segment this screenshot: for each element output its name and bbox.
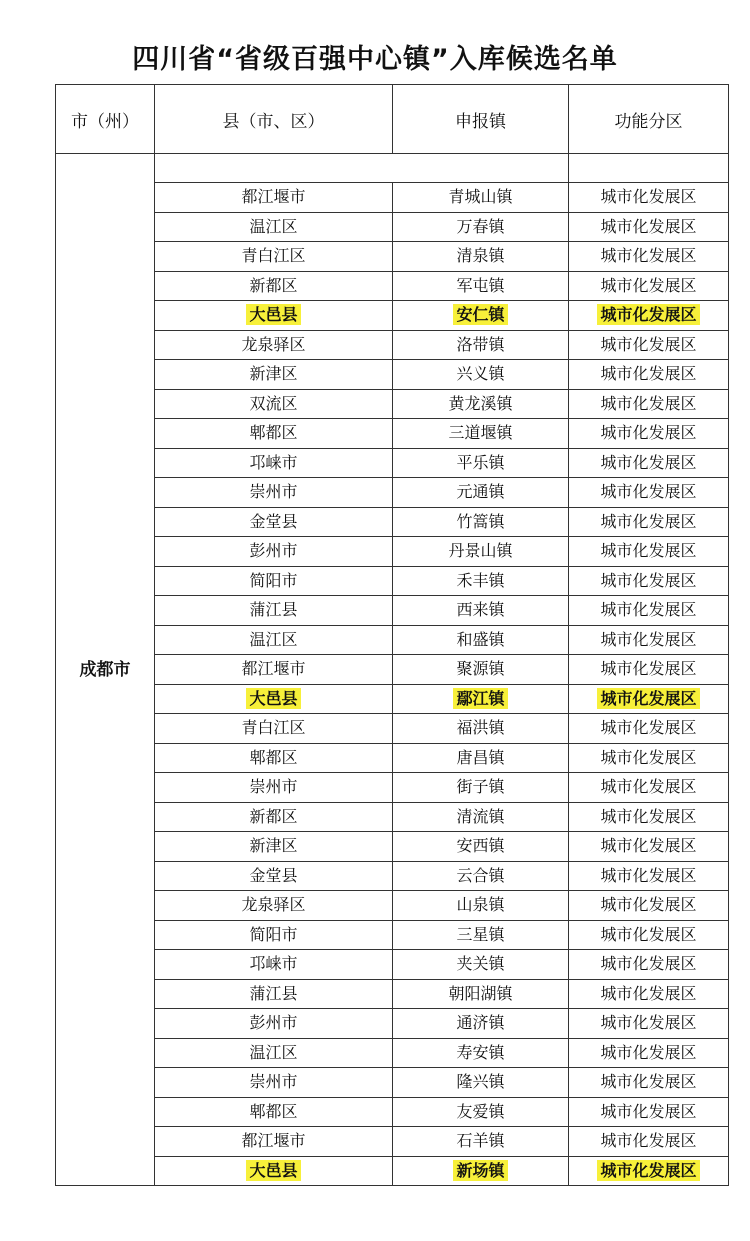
county-cell <box>155 537 393 567</box>
table-row <box>56 714 729 744</box>
blank-cell <box>155 154 569 183</box>
zone-cell <box>569 979 729 1009</box>
zone-cell-text: 城市化发展区 <box>600 600 697 620</box>
header-town: 申报镇 <box>393 85 569 154</box>
county-cell-text: 崇州市 <box>249 1072 298 1092</box>
table-row <box>56 979 729 1009</box>
town-cell-text: 山泉镇 <box>456 895 505 915</box>
zone-cell-text: 城市化发展区 <box>600 482 697 502</box>
zone-cell-text: 城市化发展区 <box>600 334 697 354</box>
county-cell-text: 金堂县 <box>249 511 298 531</box>
town-cell-text: 西来镇 <box>456 600 505 620</box>
zone-cell <box>569 1009 729 1039</box>
town-cell <box>393 1097 569 1127</box>
zone-cell-text: 城市化发展区 <box>600 275 697 295</box>
town-cell <box>393 1068 569 1098</box>
town-cell-text: 寿安镇 <box>456 1042 505 1062</box>
town-cell <box>393 301 569 331</box>
zone-cell <box>569 360 729 390</box>
table-row <box>56 773 729 803</box>
candidate-table <box>55 84 729 1186</box>
zone-cell <box>569 419 729 449</box>
table-row <box>56 1156 729 1186</box>
county-cell-text: 龙泉驿区 <box>241 334 306 354</box>
town-cell-text: 元通镇 <box>456 482 505 502</box>
county-cell <box>155 1156 393 1186</box>
table-row <box>56 891 729 921</box>
zone-cell-text: 城市化发展区 <box>600 983 697 1003</box>
town-cell <box>393 832 569 862</box>
table-row <box>56 330 729 360</box>
town-cell-text: 安仁镇 <box>453 304 507 325</box>
county-cell-text: 新津区 <box>249 836 298 856</box>
zone-cell <box>569 1068 729 1098</box>
county-cell <box>155 507 393 537</box>
town-cell-text: 竹篙镇 <box>456 511 505 531</box>
zone-cell <box>569 1097 729 1127</box>
document-title: 四川省“省级百强中心镇”入库候选名单 <box>132 44 618 75</box>
table-row <box>56 389 729 419</box>
county-cell-text: 郫都区 <box>249 1101 298 1121</box>
zone-cell <box>569 537 729 567</box>
town-cell-text: 云合镇 <box>456 865 505 885</box>
zone-cell-text: 城市化发展区 <box>600 364 697 384</box>
county-cell <box>155 448 393 478</box>
table-row <box>56 655 729 685</box>
table-row <box>56 301 729 331</box>
zone-cell-text: 城市化发展区 <box>597 1160 699 1181</box>
county-cell-text: 双流区 <box>249 393 298 413</box>
county-cell <box>155 301 393 331</box>
county-cell-text: 简阳市 <box>249 570 298 590</box>
town-cell-text: 清泉镇 <box>456 246 505 266</box>
town-cell-text: 隆兴镇 <box>456 1072 505 1092</box>
zone-cell <box>569 684 729 714</box>
town-cell <box>393 330 569 360</box>
county-cell-text: 崇州市 <box>249 777 298 797</box>
county-cell-text: 蒲江县 <box>249 600 298 620</box>
town-cell-text: 兴义镇 <box>456 364 505 384</box>
zone-cell <box>569 1156 729 1186</box>
town-cell <box>393 242 569 272</box>
town-cell-text: 和盛镇 <box>456 629 505 649</box>
zone-cell <box>569 1127 729 1157</box>
town-cell <box>393 950 569 980</box>
zone-cell-text: 城市化发展区 <box>600 452 697 472</box>
town-cell <box>393 861 569 891</box>
town-cell-text: 平乐镇 <box>456 452 505 472</box>
town-cell-text: 丹景山镇 <box>448 541 513 561</box>
zone-cell-text: 城市化发展区 <box>600 777 697 797</box>
town-cell <box>393 979 569 1009</box>
zone-cell-text: 城市化发展区 <box>600 216 697 236</box>
table-row <box>56 566 729 596</box>
header-zone: 功能分区 <box>569 85 729 154</box>
table-row <box>56 271 729 301</box>
table-header-row <box>56 85 729 154</box>
county-cell-text: 郫都区 <box>249 423 298 443</box>
zone-cell-text: 城市化发展区 <box>600 1101 697 1121</box>
town-cell <box>393 478 569 508</box>
zone-cell-text: 城市化发展区 <box>600 1131 697 1151</box>
county-cell <box>155 419 393 449</box>
town-cell <box>393 773 569 803</box>
town-cell <box>393 360 569 390</box>
county-cell <box>155 773 393 803</box>
county-cell <box>155 212 393 242</box>
zone-cell-text: 城市化发展区 <box>597 688 699 709</box>
town-cell-text: 石羊镇 <box>456 1131 505 1151</box>
table-row <box>56 684 729 714</box>
county-cell-text: 新都区 <box>249 806 298 826</box>
zone-cell-text: 城市化发展区 <box>600 806 697 826</box>
table-row <box>56 743 729 773</box>
town-cell-text: 通济镇 <box>456 1013 505 1033</box>
town-cell-text: 青城山镇 <box>448 187 513 207</box>
county-cell <box>155 1127 393 1157</box>
town-cell <box>393 802 569 832</box>
county-cell-text: 青白江区 <box>241 246 306 266</box>
zone-cell <box>569 773 729 803</box>
county-cell <box>155 832 393 862</box>
zone-cell-text: 城市化发展区 <box>600 246 697 266</box>
zone-cell <box>569 1038 729 1068</box>
town-cell <box>393 1009 569 1039</box>
county-cell-text: 蒲江县 <box>249 983 298 1003</box>
county-cell-text: 金堂县 <box>249 865 298 885</box>
zone-cell-text: 城市化发展区 <box>600 511 697 531</box>
table-row <box>56 360 729 390</box>
town-cell <box>393 684 569 714</box>
table-row <box>56 507 729 537</box>
county-cell-text: 都江堰市 <box>241 187 306 207</box>
table-row <box>56 950 729 980</box>
town-cell <box>393 389 569 419</box>
table-row <box>56 537 729 567</box>
county-cell <box>155 271 393 301</box>
zone-cell-text: 城市化发展区 <box>600 1013 697 1033</box>
county-cell <box>155 596 393 626</box>
zone-cell <box>569 301 729 331</box>
zone-cell-text: 城市化发展区 <box>600 718 697 738</box>
town-cell <box>393 714 569 744</box>
town-cell-text: 安西镇 <box>456 836 505 856</box>
town-cell <box>393 507 569 537</box>
zone-cell <box>569 861 729 891</box>
zone-cell <box>569 242 729 272</box>
zone-cell <box>569 743 729 773</box>
county-cell-text: 彭州市 <box>249 541 298 561</box>
zone-cell <box>569 212 729 242</box>
county-cell <box>155 360 393 390</box>
zone-cell-text: 城市化发展区 <box>600 187 697 207</box>
town-cell <box>393 448 569 478</box>
town-cell-text: 街子镇 <box>456 777 505 797</box>
zone-cell <box>569 891 729 921</box>
town-cell <box>393 271 569 301</box>
zone-cell <box>569 566 729 596</box>
zone-cell <box>569 802 729 832</box>
zone-cell <box>569 389 729 419</box>
zone-cell <box>569 271 729 301</box>
zone-cell-text: 城市化发展区 <box>597 304 699 325</box>
county-cell <box>155 1068 393 1098</box>
county-cell <box>155 1009 393 1039</box>
zone-cell <box>569 832 729 862</box>
table-row <box>56 625 729 655</box>
table-row <box>56 832 729 862</box>
zone-cell-text: 城市化发展区 <box>600 629 697 649</box>
town-cell-text: 洛带镇 <box>456 334 505 354</box>
zone-cell <box>569 183 729 213</box>
table-row <box>56 448 729 478</box>
town-cell-text: 鄢江镇 <box>453 688 507 709</box>
county-cell <box>155 891 393 921</box>
zone-cell-text: 城市化发展区 <box>600 541 697 561</box>
zone-cell-text: 城市化发展区 <box>600 924 697 944</box>
table-row <box>56 242 729 272</box>
county-cell <box>155 1038 393 1068</box>
county-cell <box>155 625 393 655</box>
county-cell-text: 都江堰市 <box>241 1131 306 1151</box>
county-cell <box>155 950 393 980</box>
town-cell-text: 友爱镇 <box>456 1101 505 1121</box>
county-cell <box>155 566 393 596</box>
county-cell-text: 大邑县 <box>246 1160 300 1181</box>
table-row <box>56 596 729 626</box>
town-cell-text: 新场镇 <box>453 1160 507 1181</box>
zone-cell-text: 城市化发展区 <box>600 895 697 915</box>
county-cell-text: 都江堰市 <box>241 659 306 679</box>
county-cell-text: 崇州市 <box>249 482 298 502</box>
zone-cell-text: 城市化发展区 <box>600 1072 697 1092</box>
town-cell <box>393 655 569 685</box>
town-cell-text: 唐昌镇 <box>456 747 505 767</box>
county-cell-text: 新都区 <box>249 275 298 295</box>
table-row <box>56 1097 729 1127</box>
county-cell <box>155 714 393 744</box>
zone-cell-text: 城市化发展区 <box>600 836 697 856</box>
zone-cell <box>569 507 729 537</box>
zone-cell-text: 城市化发展区 <box>600 865 697 885</box>
table-row <box>56 1038 729 1068</box>
zone-cell <box>569 478 729 508</box>
town-cell <box>393 566 569 596</box>
zone-cell <box>569 625 729 655</box>
blank-cell <box>569 154 729 183</box>
county-cell <box>155 183 393 213</box>
town-cell <box>393 212 569 242</box>
county-cell <box>155 478 393 508</box>
county-cell <box>155 979 393 1009</box>
town-cell <box>393 183 569 213</box>
town-cell-text: 禾丰镇 <box>456 570 505 590</box>
county-cell-text: 郫都区 <box>249 747 298 767</box>
table-row <box>56 1068 729 1098</box>
county-cell <box>155 743 393 773</box>
town-cell <box>393 596 569 626</box>
county-cell-text: 龙泉驿区 <box>241 895 306 915</box>
county-cell <box>155 389 393 419</box>
zone-cell-text: 城市化发展区 <box>600 423 697 443</box>
town-cell <box>393 920 569 950</box>
county-cell-text: 青白江区 <box>241 718 306 738</box>
zone-cell <box>569 920 729 950</box>
county-cell <box>155 1097 393 1127</box>
zone-cell-text: 城市化发展区 <box>600 659 697 679</box>
zone-cell-text: 城市化发展区 <box>600 1042 697 1062</box>
town-cell-text: 清流镇 <box>456 806 505 826</box>
county-cell <box>155 684 393 714</box>
header-city: 市（州） <box>56 85 155 154</box>
header-county: 县（市、区） <box>155 85 393 154</box>
county-cell-text: 邛崃市 <box>249 954 298 974</box>
county-cell-text: 大邑县 <box>246 304 300 325</box>
table-row <box>56 212 729 242</box>
zone-cell-text: 城市化发展区 <box>600 747 697 767</box>
town-cell <box>393 743 569 773</box>
zone-cell-text: 城市化发展区 <box>600 570 697 590</box>
county-cell-text: 温江区 <box>249 216 298 236</box>
county-cell <box>155 330 393 360</box>
town-cell-text: 福洪镇 <box>456 718 505 738</box>
table-row <box>56 920 729 950</box>
town-cell-text: 军屯镇 <box>456 275 505 295</box>
zone-cell <box>569 714 729 744</box>
county-cell-text: 温江区 <box>249 1042 298 1062</box>
town-cell-text: 三道堰镇 <box>448 423 513 443</box>
county-cell <box>155 861 393 891</box>
county-cell <box>155 802 393 832</box>
town-cell <box>393 1038 569 1068</box>
town-cell <box>393 419 569 449</box>
county-cell-text: 彭州市 <box>249 1013 298 1033</box>
table-row <box>56 419 729 449</box>
town-cell-text: 黄龙溪镇 <box>448 393 513 413</box>
table-row <box>56 183 729 213</box>
county-cell <box>155 655 393 685</box>
city-cell: 成都市 <box>56 154 155 1186</box>
town-cell <box>393 625 569 655</box>
town-cell <box>393 1127 569 1157</box>
town-cell-text: 夹关镇 <box>456 954 505 974</box>
table-row <box>56 861 729 891</box>
table-row <box>56 478 729 508</box>
county-cell-text: 新津区 <box>249 364 298 384</box>
county-cell-text: 邛崃市 <box>249 452 298 472</box>
county-cell-text: 简阳市 <box>249 924 298 944</box>
table-row-blank <box>56 154 729 183</box>
county-cell <box>155 920 393 950</box>
zone-cell <box>569 655 729 685</box>
zone-cell-text: 城市化发展区 <box>600 954 697 974</box>
county-cell-text: 大邑县 <box>246 688 300 709</box>
town-cell <box>393 1156 569 1186</box>
zone-cell <box>569 330 729 360</box>
town-cell-text: 朝阳湖镇 <box>448 983 513 1003</box>
town-cell-text: 聚源镇 <box>456 659 505 679</box>
county-cell <box>155 242 393 272</box>
table-row <box>56 1009 729 1039</box>
town-cell-text: 万春镇 <box>456 216 505 236</box>
county-cell-text: 温江区 <box>249 629 298 649</box>
zone-cell <box>569 596 729 626</box>
zone-cell <box>569 448 729 478</box>
town-cell-text: 三星镇 <box>456 924 505 944</box>
zone-cell-text: 城市化发展区 <box>600 393 697 413</box>
zone-cell <box>569 950 729 980</box>
town-cell <box>393 891 569 921</box>
table-row <box>56 802 729 832</box>
table-row <box>56 1127 729 1157</box>
town-cell <box>393 537 569 567</box>
